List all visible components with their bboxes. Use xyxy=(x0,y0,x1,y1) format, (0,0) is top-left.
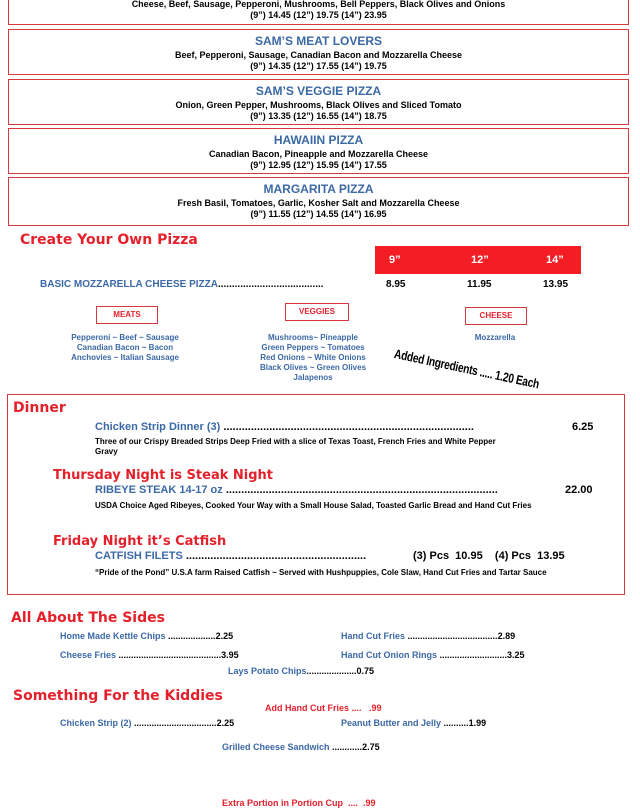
catfish-heading: Friday Night it’s Catfish xyxy=(53,534,227,549)
chicken-line xyxy=(95,421,600,433)
veggie-item: Jalapenos xyxy=(293,373,333,382)
kids-price: 2.75 xyxy=(362,742,380,752)
side-price: 3.95 xyxy=(221,650,239,660)
side-dots: ......................................... xyxy=(118,650,222,660)
meats-label: MEATS xyxy=(96,306,158,324)
side-item xyxy=(341,631,515,641)
pizza-prices: (9”) 11.55 (12”) 14.55 (14”) 16.95 xyxy=(250,209,387,219)
veggie-item: Red Onions ~ White Onions xyxy=(260,353,366,362)
side-item xyxy=(228,666,374,676)
cheese-item: Mozzarella xyxy=(474,333,516,342)
add-fries-note: Add Hand Cut Fries .... .99 xyxy=(265,703,382,713)
sides-heading: All About The Sides xyxy=(11,610,165,626)
chicken-price: 6.25 xyxy=(572,421,594,433)
side-item xyxy=(60,631,233,641)
kids-name: Grilled Cheese Sandwich xyxy=(222,742,330,752)
steak-dots: ......................................................................................... xyxy=(225,484,498,496)
pizza-box-meat-lovers xyxy=(8,29,629,75)
catfish-price: (3) Pcs 10.95 (4) Pcs 13.95 xyxy=(413,550,565,562)
pizza-box-supreme xyxy=(8,0,629,25)
kids-price: 1.99 xyxy=(468,718,487,728)
catfish-dots: ........................................................... xyxy=(185,550,367,562)
meat-item: Anchovies ~ Italian Sausage xyxy=(71,353,179,362)
size-9: 9” xyxy=(389,254,401,266)
side-name: Hand Cut Onion Rings xyxy=(341,650,437,660)
kids-dots: .......... xyxy=(443,718,469,728)
size-14: 14” xyxy=(546,254,564,266)
meats-list xyxy=(55,333,195,363)
side-price: 2.89 xyxy=(497,631,516,641)
kids-item xyxy=(341,718,486,728)
size-header-bar xyxy=(375,246,581,274)
pizza-prices: (9”) 13.35 (12”) 16.55 (14”) 18.75 xyxy=(250,111,387,121)
pizza-desc: Fresh Basil, Tomatoes, Garlic, Kosher Salt and Mozzarella Cheese xyxy=(177,198,460,208)
veggie-item: Black Olives ~ Green Olives xyxy=(259,363,367,372)
pizza-prices: (9”) 12.95 (12”) 15.95 (14”) 17.55 xyxy=(250,160,387,170)
veggies-label: VEGGIES xyxy=(285,303,349,321)
side-item xyxy=(341,650,525,660)
pizza-box-veggie xyxy=(8,79,629,125)
side-dots: ................... xyxy=(168,631,216,641)
basic-pizza-line xyxy=(40,279,324,290)
kids-item xyxy=(222,742,380,752)
side-name: Cheese Fries xyxy=(60,650,117,660)
veggie-item: Mushrooms~ Pineapple xyxy=(267,333,359,342)
kids-dots: ............ xyxy=(329,742,363,752)
kids-heading: Something For the Kiddies xyxy=(13,688,223,704)
added-ingredients-note: Added Ingredients ..... 1.20 Each xyxy=(392,346,541,392)
side-name: Home Made Kettle Chips xyxy=(60,631,166,641)
cheese-list xyxy=(455,333,535,343)
chicken-dots: .................................................................................. xyxy=(223,421,474,433)
pizza-prices: (9”) 14.45 (12”) 19.75 (14”) 23.95 xyxy=(250,10,387,20)
meat-item: Pepperoni ~ Beef ~ Sausage xyxy=(71,333,179,342)
pizza-box-margarita xyxy=(8,177,629,226)
side-price: 2.25 xyxy=(215,631,234,641)
basic-price-9: 8.95 xyxy=(386,279,406,290)
catfish-desc: “Pride of the Pond” U.S.A farm Raised Catfish ~ Served with Hushpuppies, Cole Slaw, Hand Cut Fries and Tartar Sauce xyxy=(95,568,547,577)
veggies-list xyxy=(243,333,383,383)
pizza-desc: Cheese, Beef, Sausage, Pepperoni, Mushrooms, Bell Peppers, Black Olives and Onions xyxy=(131,0,506,9)
side-name: Hand Cut Fries xyxy=(341,631,406,641)
kids-dots: ................................. xyxy=(134,718,217,728)
dinner-box xyxy=(7,394,625,595)
catfish-line xyxy=(95,550,415,562)
kids-price: 2.25 xyxy=(216,718,235,728)
chicken-name: Chicken Strip Dinner (3) xyxy=(95,421,221,433)
side-price: 0.75 xyxy=(356,666,375,676)
veggie-item: Green Peppers ~ Tomatoes xyxy=(261,343,365,352)
steak-name: RIBEYE STEAK 14-17 oz xyxy=(95,484,223,496)
pizza-title: MARGARITA PIZZA xyxy=(263,182,374,196)
steak-desc: USDA Choice Aged Ribeyes, Cooked Your Way with a Small House Salad, Toasted Garlic Bread and Hand Cut Fries xyxy=(95,501,532,510)
basic-price-14: 13.95 xyxy=(543,279,569,290)
kids-name: Peanut Butter and Jelly xyxy=(341,718,442,728)
side-item xyxy=(60,650,239,660)
side-price: 3.25 xyxy=(507,650,525,660)
basic-price-12: 11.95 xyxy=(467,279,492,290)
cheese-label: CHEESE xyxy=(465,307,527,325)
dinner-heading: Dinner xyxy=(13,400,66,416)
create-heading: Create Your Own Pizza xyxy=(20,232,198,248)
side-dots: ........................... xyxy=(439,650,508,660)
kids-name: Chicken Strip (2) xyxy=(60,718,132,728)
steak-price: 22.00 xyxy=(565,484,593,496)
basic-pizza-label: BASIC MOZZARELLA CHEESE PIZZA xyxy=(40,279,218,290)
pizza-desc: Onion, Green Pepper, Mushrooms, Black Olives and Sliced Tomato xyxy=(175,100,462,110)
chicken-desc: Three of our Crispy Breaded Strips Deep Fried with a slice of Texas Toast, French Fries and White Pepper Gravy xyxy=(95,437,496,456)
pizza-title: HAWAIIN PIZZA xyxy=(273,133,364,147)
extra-portion-note: Extra Portion in Portion Cup .... .99 xyxy=(222,798,376,808)
pizza-desc: Canadian Bacon, Pineapple and Mozzarella Cheese xyxy=(208,149,429,159)
size-12: 12” xyxy=(471,254,489,266)
side-dots: .................... xyxy=(306,666,357,676)
steak-heading: Thursday Night is Steak Night xyxy=(53,468,274,483)
catfish-name: CATFISH FILETS xyxy=(95,550,183,562)
meat-item: Canadian Bacon ~ Bacon xyxy=(76,343,174,352)
pizza-box-hawaiin xyxy=(8,128,629,174)
side-dots: .................................... xyxy=(407,631,498,641)
pizza-desc: Beef, Pepperoni, Sausage, Canadian Bacon and Mozzarella Cheese xyxy=(174,50,463,60)
pizza-prices: (9”) 14.35 (12”) 17.55 (14”) 19.75 xyxy=(250,61,387,71)
pizza-title: SAM’S MEAT LOVERS xyxy=(254,34,383,48)
kids-item xyxy=(60,718,234,728)
pizza-title: SAM’S VEGGIE PIZZA xyxy=(255,84,382,98)
steak-line xyxy=(95,484,565,496)
side-name: Lays Potato Chips xyxy=(228,666,307,676)
basic-pizza-dots: ...................................... xyxy=(217,279,324,290)
